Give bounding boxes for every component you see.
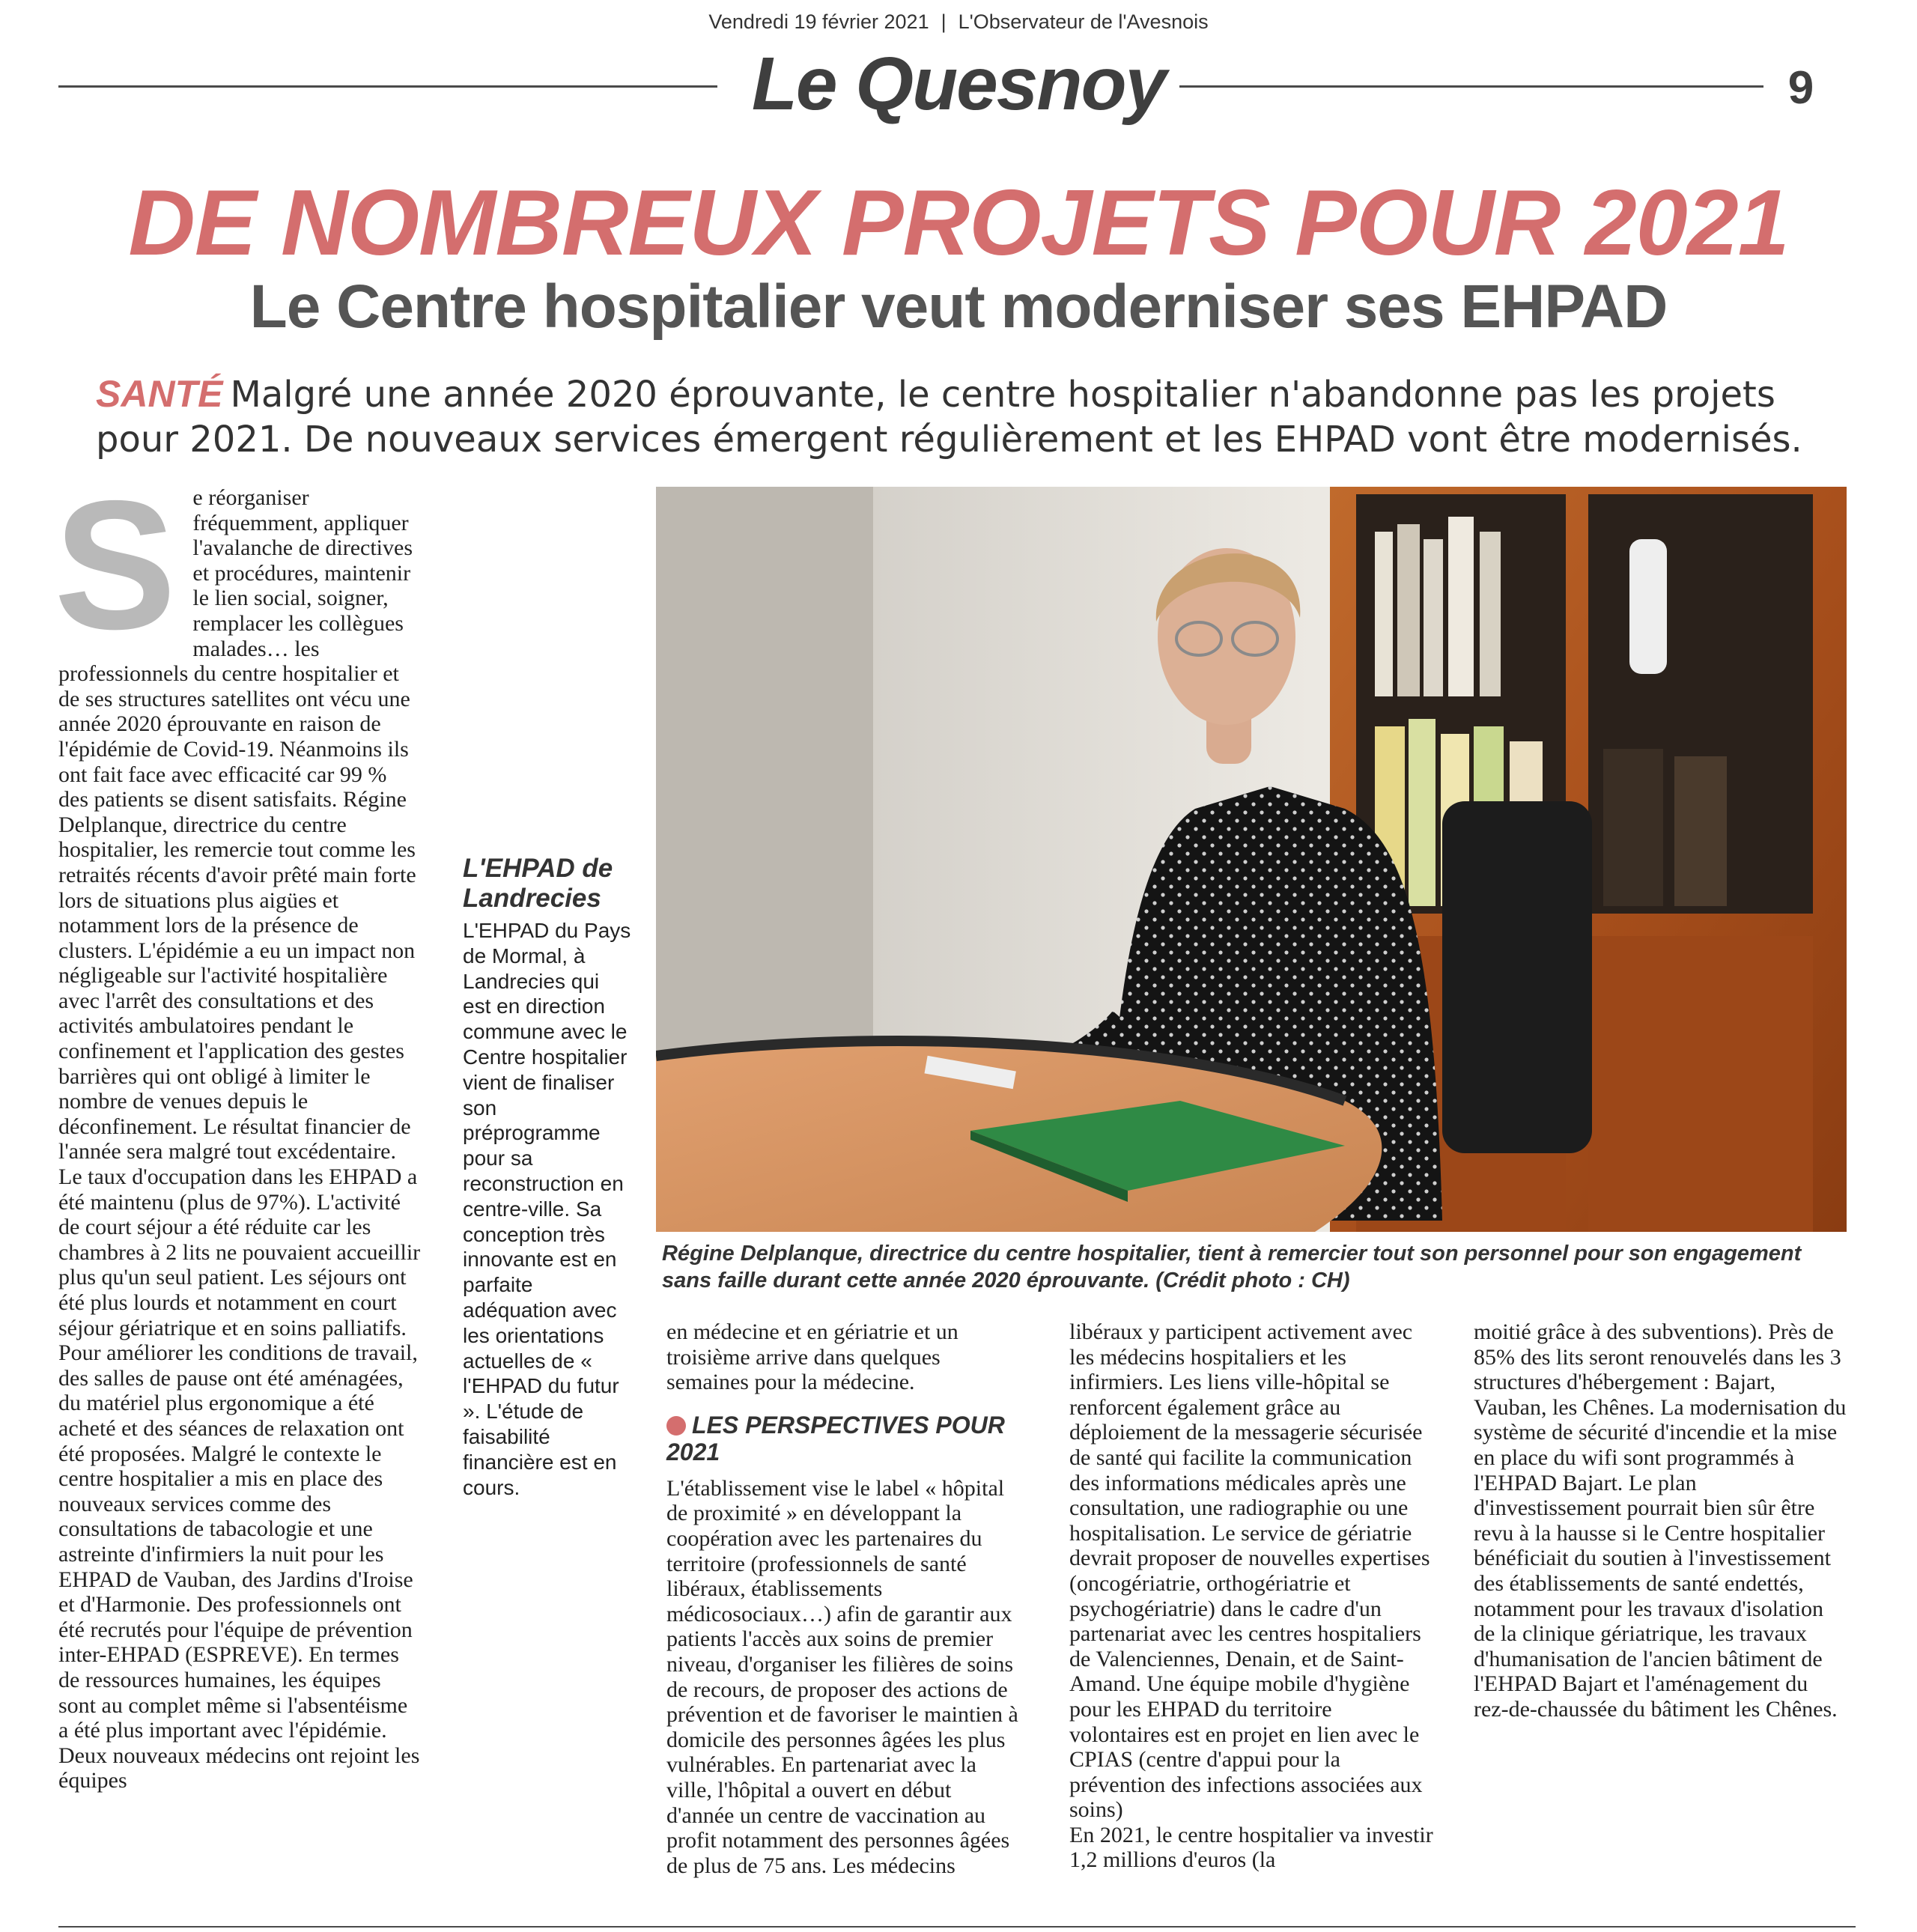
article-lead — [96, 371, 1833, 462]
column-1-text: e réorganiser fréquemment, appliquer l'avalanche de directives et procédures, maintenir le lien social, soigner, remplacer les collègues malades… les professionnels du centre hospitalier et de ses structures satellites ont vécu une année 2020 éprouvante en raison de l'épidémie de Covid-19. Néanmoins ils ont fait face avec efficacité car 99 % des patients se disent satisfaits. Régine Delplanque, directrice du centre hospitalier, les remercie tout comme les retraités récents d'avoir prêté main forte lors de situations plus aigües et notamment lors de la présence de clusters. L'épidémie a eu un impact non négligeable sur l'activité hospitalière avec l'arrêt des consultations et des activités ambulatoires pendant le confinement et l'application des gestes barrières qui ont obligé à limiter le nombre de venues depuis le déconfinement. Le résultat financier de l'année sera malgré tout excédentaire. Le taux d'occupation dans les EHPAD a été maintenu (plus de 97%). L'activité de court séjour a été réduite car les chambres à 2 lits ne pouvaient accueillir plus qu'un seul patient. Les séjours ont été plus lourds et notamment en court séjour gériatrique et en soins palliatifs. Pour améliorer les conditions de travail, des salles de pause ont été aménagées, du matériel plus ergonomique a été acheté et des séances de relaxation ont été proposées. Malgré le contexte le centre hospitalier a mis en place des nouveaux services comme des consultations de tabacologie et une astreinte d'infirmiers la nuit pour les EHPAD de Vauban, des Jardins d'Iroise et d'Harmonie. Des professionnels ont été recrutés pour l'équipe de prévention inter-EHPAD (ESPREVE). En termes de ressources humaines, les équipes sont au complet même si l'absentéisme a été plus important avec l'épidémie. Deux nouveaux médecins ont rejoint les équipes — [58, 485, 421, 1793]
sidebar-title: L'EHPAD de Landrecies — [463, 854, 613, 913]
article-column-5: moitié grâce à des subventions). Près de 85% des lits seront renouvelés dans les 3 structures d'hébergement : Bajart, Vauban, les Chênes. La modernisation du système de sécurité d'incendie et la mise en place du wifi sont programmés à l'EHPAD Bajart. Le plan d'investissement pourrait bien sûr être revu à la hausse si le Centre hospitalier bénéficiait du soutien à l'investissement des établissements de santé endettés, notamment pour les travaux d'isolation de la clinique gériatrique, les travaux d'humanisation de l'ancien bâtiment de l'EHPAD Bajart et l'aménagement du rez-de-chaussée du bâtiment les Chênes. — [1474, 1319, 1847, 1722]
page-bottom-rule — [58, 1926, 1856, 1928]
column-3-body: L'établissement vise le label « hôpital de proximité » en développant la coopération avec les partenaires du territoire (professionnels de santé libéraux, établissements médicosociaux…) afin de garantir aux patients l'accès aux soins de premier niveau, d'organiser les filières de soins de recours, de proposer des actions de prévention et de favoriser le maintien à domicile des personnes âgées les plus vulnérables. En partenariat avec la ville, l'hôpital a ouvert en début d'année un centre de vaccination au profit notamment des personnes âgées de plus de 75 ans. Les médecins — [666, 1475, 1018, 1878]
column-4-paragraph-1: libéraux y participent activement avec les médecins hospitaliers et les infirmiers. Les liens ville-hôpital se renforcent également grâce au déploiement de la messagerie sécurisée de santé qui facilite la communication des informations médicales après une consultation, une radiographie ou une hospitalisation. Le service de gériatrie devrait proposer de nouvelles expertises (oncogériatrie, orthogériatrie et psychogériatrie) dans le cadre d'un partenariat avec les centres hospitaliers de Valenciennes, Denain, et de Saint-Amand. Une équipe mobile d'hygiène pour les EHPAD du territoire volontaires est en projet en lien avec le CPIAS (centre d'appui pour la prévention des infections associées aux soins) — [1069, 1319, 1430, 1823]
lead-kicker: SANTÉ — [96, 373, 223, 415]
article-column-4 — [1069, 1319, 1436, 1873]
page-number: 9 — [1787, 62, 1814, 114]
column-3-intro: en médecine et en gériatrie et un troisième arrive dans quelques semaines pour la médecine. — [666, 1319, 958, 1395]
drop-cap: S — [54, 462, 177, 667]
article-photo — [656, 487, 1847, 1232]
masthead-rule-right — [1179, 85, 1763, 88]
publication-name: L'Observateur de l'Avesnois — [958, 10, 1209, 33]
article-column-3 — [666, 1319, 1018, 1878]
photo-caption: Régine Delplanque, directrice du centre hospitalier, tient à remercier tout son personnel pour son engagement sans faille durant cette année 2020 éprouvante. (Crédit photo : CH) — [662, 1242, 1802, 1292]
masthead-rule-left — [58, 85, 717, 88]
issue-date: Vendredi 19 février 2021 — [708, 10, 929, 33]
dateline-separator: | — [941, 10, 947, 33]
headline: DE NOMBREUX PROJETS POUR 2021 — [128, 171, 1789, 275]
masthead-dateline — [0, 10, 1917, 34]
bullet-dot-icon — [666, 1416, 686, 1436]
section-title: Le Quesnoy — [751, 42, 1166, 126]
subheadline: Le Centre hospitalier veut moderniser ses EHPAD — [249, 273, 1668, 341]
sidebar-box — [463, 854, 631, 1500]
sidebar-text: L'EHPAD du Pays de Mormal, à Landrecies qui est en direction commune avec le Centre hospitalier vient de finaliser son préprogramme pour sa reconstruction en centre-ville. Sa conception très innovante est en parfaite adéquation avec les orientations actuelles de « l'EHPAD du futur ». L'étude de faisabilité financière est en cours. — [463, 919, 631, 1499]
article-column-1 — [54, 462, 422, 1793]
column-4-paragraph-2: En 2021, le centre hospitalier va investir 1,2 millions d'euros (la — [1069, 1822, 1433, 1873]
subheading-text: LES PERSPECTIVES POUR 2021 — [666, 1411, 1005, 1465]
section-subheading — [666, 1412, 1018, 1465]
lead-text: Malgré une année 2020 éprouvante, le centre hospitalier n'abandonne pas les projets pour 2021. De nouveaux services émergent régulièrement et les EHPAD vont être modernisés. — [96, 374, 1802, 461]
photo-illustration — [656, 487, 1847, 1232]
